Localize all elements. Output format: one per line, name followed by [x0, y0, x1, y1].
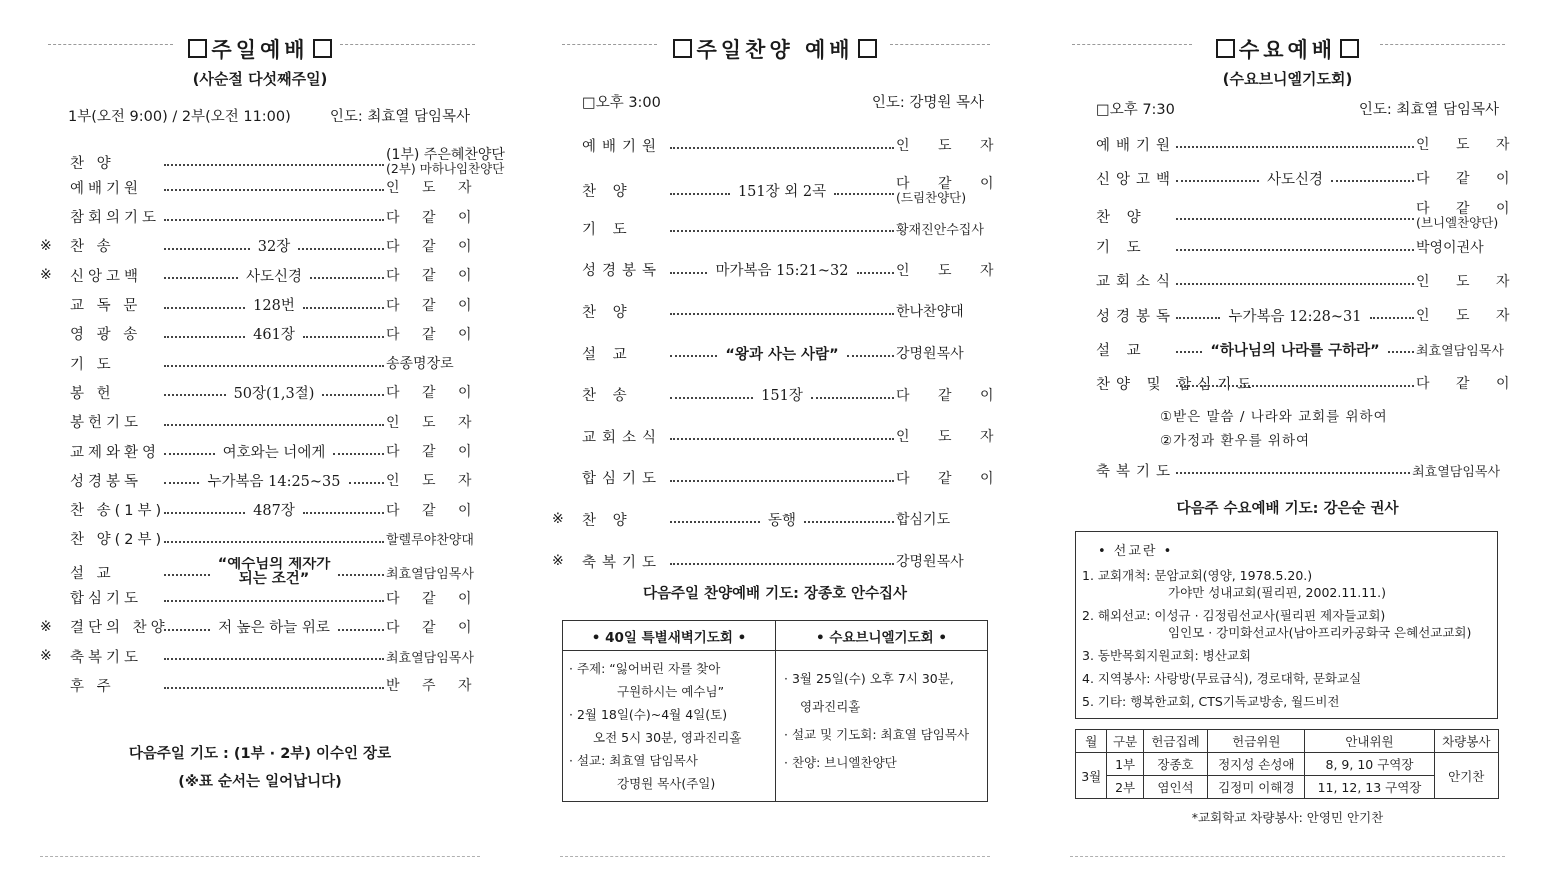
dot-leader — [1174, 304, 1416, 326]
order-content: 128번 — [253, 298, 295, 314]
order-row — [70, 411, 481, 433]
order-label: 기 도 — [1096, 240, 1147, 257]
wednesday-time: □오후 7:30 — [1096, 102, 1175, 118]
order-content: 동행 — [768, 512, 797, 529]
dot-leader — [668, 550, 896, 572]
detail-line: 오전 5시 30분, 영과진리홀 — [593, 730, 742, 745]
column-header: 차량봉사 — [1434, 730, 1498, 753]
detail-line: · 주제: “잃어버린 자를 찾아 — [569, 661, 721, 676]
order-row — [582, 467, 1006, 489]
order-content: 누가복음 12:28~31 — [1228, 308, 1362, 325]
sunday-service-column — [40, 0, 505, 890]
order-row — [70, 440, 481, 462]
mission-item-subtext: 가야만 성내교회(필리핀, 2002.11.11.) — [1168, 585, 1386, 600]
column-header: 헌금위원 — [1208, 730, 1305, 753]
order-content: 사도신경 — [1266, 171, 1324, 188]
order-row — [70, 352, 470, 374]
lead-cell: 염인석 — [1143, 776, 1207, 799]
order-content: 487장 — [253, 503, 295, 520]
order-person — [386, 147, 505, 176]
detail-line: · 3월 25일(수) 오후 7시 30분, — [784, 671, 954, 686]
dot-leader — [1174, 167, 1416, 189]
order-person: 한나찬양대 — [896, 304, 964, 321]
dot-leader — [162, 176, 386, 198]
mission-item — [1082, 607, 1497, 641]
dot-leader — [668, 425, 896, 447]
order-row — [582, 217, 986, 239]
order-person-line: (브니엘찬양단) — [1416, 215, 1499, 231]
order-person: 인 도 자 — [896, 429, 1006, 446]
stand-mark: ※ — [40, 267, 52, 284]
mission-item-text: 3. 동반목회지원교회: 병산교회 — [1082, 648, 1251, 663]
order-label: 찬 양 — [582, 184, 633, 201]
order-label: 봉헌기도 — [70, 415, 143, 432]
order-person: 인 도 자 — [1416, 273, 1521, 290]
order-label: 기 도 — [70, 356, 115, 373]
order-content: 50장(1,3절) — [233, 385, 315, 402]
dot-leader — [668, 342, 896, 364]
order-label: 찬 송 — [70, 239, 115, 256]
dot-leader — [668, 217, 896, 239]
detail-line: · 2월 18일(수)~4월 4일(토) — [569, 707, 728, 722]
order-row — [582, 175, 1006, 206]
order-person: 강명원목사 — [896, 554, 964, 570]
order-person: 다 같 이 — [1416, 171, 1521, 188]
order-person: 합심기도 — [896, 512, 951, 529]
order-label: 참회의기도 — [70, 210, 161, 227]
footer-divider — [1070, 856, 1505, 857]
stand-mark: ※ — [552, 511, 564, 528]
order-person: 인 도 자 — [1416, 308, 1521, 324]
column-header: 헌금집례 — [1143, 730, 1207, 753]
dot-leader — [162, 411, 386, 433]
members-cell: 정지성 손성애 — [1208, 753, 1305, 776]
table-row — [1076, 753, 1499, 776]
order-row — [70, 147, 505, 177]
order-person-line: 다 같 이 — [896, 175, 1006, 192]
stand-mark: ※ — [40, 237, 52, 254]
dot-leader — [1174, 236, 1416, 258]
detail-line: 강명원 목사(주일) — [617, 776, 716, 791]
order-row — [1096, 201, 1521, 231]
order-label: 성경봉독 — [582, 263, 663, 280]
order-person: 할렐루야찬양대 — [386, 533, 474, 549]
order-row — [40, 616, 481, 638]
column-header: 월 — [1076, 730, 1107, 753]
driver-cell: 안기찬 — [1434, 753, 1498, 799]
order-person: 인 도 자 — [896, 262, 1006, 279]
dot-leader — [162, 587, 386, 609]
mission-item — [1082, 693, 1497, 710]
order-row — [1096, 270, 1521, 292]
dot-leader — [162, 147, 386, 177]
dot-leader — [1174, 459, 1412, 481]
order-label: 결단의 찬양 — [70, 620, 169, 637]
order-person: 인 도 자 — [386, 473, 481, 490]
order-person-line: (1부) 주은혜찬양단 — [386, 147, 505, 163]
order-row — [582, 134, 1006, 156]
order-label: 신앙고백 — [70, 268, 143, 285]
month-cell: 3월 — [1076, 753, 1107, 799]
order-label: 찬 송(1부) — [70, 503, 166, 520]
order-label: 기 도 — [582, 221, 633, 238]
order-row — [1096, 167, 1521, 189]
order-row — [70, 499, 481, 521]
order-row — [1096, 338, 1504, 360]
dot-leader — [1174, 372, 1416, 394]
order-person: 인 도 자 — [386, 180, 481, 197]
mission-box — [1075, 531, 1498, 719]
dot-leader — [162, 616, 386, 638]
praise-time: □오후 3:00 — [582, 95, 661, 111]
detail-line: · 찬양: 브니엘찬양단 — [784, 755, 897, 770]
dot-leader — [668, 134, 896, 156]
mission-item — [1082, 567, 1497, 601]
order-row — [70, 206, 481, 228]
order-label: 찬 양(2부) — [70, 532, 166, 549]
box-icon — [673, 39, 692, 58]
wednesday-title-text: 수요예배 — [1238, 38, 1337, 62]
order-label: 봉 헌 — [70, 385, 115, 402]
dot-leader — [162, 469, 386, 491]
order-label: 찬 양 — [1096, 209, 1147, 226]
order-row — [70, 674, 481, 696]
order-content: 여호와는 너에게 — [222, 444, 326, 461]
dot-leader — [1174, 270, 1416, 292]
order-content — [212, 557, 337, 587]
school-driver-note: *교회학교 차량봉사: 안영민 안기찬 — [1191, 810, 1384, 825]
dot-leader — [1174, 201, 1416, 231]
order-row — [40, 645, 474, 667]
dot-leader — [1174, 133, 1416, 155]
order-row — [70, 381, 481, 403]
order-person: 다 같 이 — [386, 590, 481, 607]
order-person — [896, 175, 1006, 205]
order-row — [582, 342, 986, 364]
order-label: 성경봉독 — [70, 473, 143, 490]
order-row — [1096, 304, 1521, 326]
order-content: 누가복음 14:25~35 — [207, 473, 341, 490]
order-row — [70, 528, 474, 550]
order-label: 예배기원 — [582, 138, 663, 155]
praise-title-text: 주일찬양 예배 — [696, 38, 854, 62]
order-row — [1096, 372, 1521, 394]
dot-leader — [1174, 338, 1416, 360]
order-person: 다 같 이 — [386, 297, 481, 314]
order-row — [40, 264, 481, 286]
order-person: 인 도 자 — [386, 414, 481, 431]
table-header-row — [1076, 730, 1499, 753]
order-label: 예배기원 — [70, 180, 143, 197]
wednesday-prayer-details — [776, 651, 988, 802]
footer-divider — [560, 856, 990, 857]
order-person: 다 같 이 — [386, 502, 481, 519]
order-label: 축복기도 — [582, 554, 663, 571]
order-label: 축복기도 — [1096, 463, 1177, 480]
blessing-row — [1096, 459, 1500, 481]
dot-leader — [162, 264, 386, 286]
mission-item-text: 5. 기타: 행복한교회, CTS기독교방송, 월드비전 — [1082, 694, 1340, 709]
wednesday-service-column — [1070, 0, 1521, 890]
order-person: 강명원목사 — [896, 346, 964, 362]
guide-cell: 8, 9, 10 구역장 — [1305, 753, 1434, 776]
order-content-line: 되는 조건” — [238, 571, 310, 588]
order-label: 합심기도 — [582, 471, 663, 488]
dot-leader — [162, 352, 386, 374]
order-row — [70, 294, 481, 316]
dot-leader — [162, 645, 386, 667]
order-label: 신앙고백 — [1096, 171, 1177, 188]
detail-line: 구원하시는 예수님” — [617, 684, 725, 699]
order-content: “왕과 사는 사람” — [725, 346, 839, 363]
order-label: 교 독 문 — [70, 298, 142, 314]
order-row — [582, 300, 986, 322]
order-person: 다 같 이 — [386, 209, 481, 226]
order-label: 교회소식 — [582, 429, 663, 446]
dot-leader — [668, 467, 896, 489]
order-person: 최효열담임목사 — [386, 650, 474, 666]
mission-item-subtext: 임인모 · 강미화선교사(남아프리카공화국 은혜선교교회) — [1168, 625, 1472, 640]
wednesday-title — [1070, 34, 1505, 64]
dot-leader — [162, 294, 386, 316]
part-cell: 2부 — [1107, 776, 1143, 799]
order-person: 박영이권사 — [1416, 239, 1484, 256]
order-person: 다 같 이 — [386, 444, 481, 460]
guide-cell: 11, 12, 13 구역장 — [1305, 776, 1434, 799]
dot-leader — [162, 528, 386, 550]
wednesday-next-prayer: 다음주 수요예배 기도: 강은순 권사 — [1176, 501, 1399, 517]
dot-leader — [668, 176, 896, 206]
dot-leader — [162, 323, 386, 345]
dawn-prayer-heading: • 40일 특별새벽기도회 • — [563, 621, 776, 651]
stand-mark: ※ — [40, 648, 52, 665]
order-person: 최효열담임목사 — [1416, 343, 1504, 359]
dot-leader — [668, 259, 896, 281]
mission-item-text: 4. 지역봉사: 사랑방(무료급식), 경로대학, 문화교실 — [1082, 671, 1362, 686]
order-label: 교제와환영 — [70, 444, 161, 461]
column-header: 안내위원 — [1305, 730, 1434, 753]
stand-mark: ※ — [40, 618, 52, 635]
order-label: 합심기도 — [70, 591, 143, 607]
order-person: 인 도 자 — [1416, 137, 1521, 153]
order-person: 최효열담임목사 — [386, 566, 474, 582]
order-content: 저 높은 하늘 위로 — [218, 620, 330, 637]
order-content: 사도신경 — [245, 268, 303, 285]
order-row — [582, 384, 1006, 406]
order-row — [70, 323, 481, 345]
order-person: 다 같 이 — [386, 619, 481, 636]
order-row — [582, 259, 1006, 281]
order-row — [70, 587, 481, 609]
members-cell: 김정미 이해경 — [1208, 776, 1305, 799]
mission-item-text: 1. 교회개척: 문암교회(영양, 1978.5.20.) — [1082, 568, 1313, 583]
sunday-title-text: 주일예배 — [211, 38, 309, 62]
order-label: 축복기도 — [70, 649, 143, 666]
box-icon — [858, 39, 877, 58]
order-label: 설 교 — [1096, 342, 1147, 359]
order-content: 마가복음 15:21~32 — [715, 263, 849, 280]
prayer-topic-2: ②가정과 환우를 위하여 — [1160, 433, 1311, 449]
box-icon — [313, 39, 332, 58]
order-row — [552, 550, 986, 572]
order-content: 151장 — [761, 388, 803, 405]
order-label: 찬 양 — [70, 155, 115, 172]
dot-leader — [162, 235, 386, 257]
order-person-line: (2부) 마하나임찬양단 — [386, 161, 505, 176]
order-person: 최효열담임목사 — [1412, 464, 1500, 480]
order-content: 151장 외 2곡 — [737, 184, 827, 201]
order-content-line: “예수님의 제자가 — [217, 557, 331, 573]
order-label: 찬양 및 합심기도 — [1096, 376, 1258, 393]
order-row — [70, 469, 481, 491]
order-person: 다 같 이 — [386, 268, 481, 285]
dot-leader — [162, 557, 386, 587]
order-row — [582, 425, 1006, 447]
detail-line: 영과진리홀 — [800, 699, 861, 714]
order-label: 설 교 — [70, 565, 115, 582]
order-content: 32장 — [257, 239, 291, 256]
order-label: 찬 송 — [582, 388, 633, 405]
sunday-subtitle: (사순절 다섯째주일) — [192, 70, 328, 88]
order-label: 설 교 — [582, 346, 633, 363]
order-person: 인 도 자 — [896, 138, 1006, 154]
detail-line: · 설교 및 기도회: 최효열 담임목사 — [784, 727, 970, 742]
announcement-box — [562, 620, 988, 802]
order-label: 찬 양 — [582, 512, 633, 529]
dot-leader — [668, 508, 896, 530]
praise-leader: 인도: 강명원 목사 — [871, 95, 984, 111]
order-content: 461장 — [253, 327, 295, 344]
box-icon — [1340, 39, 1359, 58]
dot-leader — [668, 300, 896, 322]
order-label: 영 광 송 — [70, 327, 142, 344]
order-person: 다 같 이 — [1416, 376, 1521, 393]
wednesday-leader: 인도: 최효열 담임목사 — [1358, 102, 1499, 118]
box-icon — [188, 39, 207, 58]
order-row — [70, 557, 474, 588]
dot-leader — [162, 499, 386, 521]
sunday-next-prayer: 다음주일 기도 : (1부 · 2부) 이수인 장로 — [128, 746, 392, 762]
sunday-leader: 인도: 최효열 담임목사 — [329, 109, 470, 125]
order-label: 예배기원 — [1096, 137, 1177, 154]
stand-mark: ※ — [552, 553, 564, 569]
order-person: 다 같 이 — [896, 470, 1006, 487]
wednesday-prayer-heading: • 수요브니엘기도회 • — [776, 621, 988, 651]
order-person — [1416, 201, 1521, 231]
praise-service-column — [552, 0, 1006, 890]
order-person: 황재진안수집사 — [896, 222, 984, 238]
dot-leader — [162, 440, 386, 462]
order-person: 송종명장로 — [386, 356, 454, 373]
dot-leader — [162, 381, 386, 403]
order-row — [70, 176, 481, 198]
dawn-prayer-details — [563, 651, 776, 802]
order-person: 다 같 이 — [896, 387, 1006, 404]
mission-item — [1082, 670, 1497, 687]
order-person: 다 같 이 — [386, 385, 481, 402]
order-person: 다 같 이 — [386, 326, 481, 343]
offering-staff-table — [1075, 729, 1499, 799]
dot-leader — [668, 384, 896, 406]
order-row — [40, 235, 481, 257]
order-label: 찬 양 — [582, 304, 633, 321]
order-person: 다 같 이 — [386, 238, 481, 255]
box-icon — [1216, 39, 1235, 58]
order-label: 후 주 — [70, 678, 115, 695]
column-header: 구분 — [1107, 730, 1143, 753]
prayer-topic-1: ①받은 말씀 / 나라와 교회를 위하여 — [1160, 409, 1388, 425]
detail-line: · 설교: 최효열 담임목사 — [569, 753, 698, 768]
part-cell: 1부 — [1107, 753, 1143, 776]
lead-cell: 장종호 — [1143, 753, 1207, 776]
order-person-line: 다 같 이 — [1416, 201, 1521, 218]
dot-leader — [162, 674, 386, 696]
dot-leader — [162, 206, 386, 228]
order-person: 반 주 자 — [386, 678, 481, 695]
order-person-line: (드림찬양단) — [896, 189, 967, 205]
stand-note: (※표 순서는 일어납니다) — [178, 774, 342, 790]
mission-item — [1082, 647, 1497, 664]
order-content: “하나님의 나라를 구하라” — [1210, 342, 1380, 359]
mission-item-text: 2. 해외선교: 이성규 · 김정림선교사(필리핀 제자들교회) — [1082, 608, 1386, 623]
praise-title — [560, 34, 990, 64]
sunday-title — [40, 34, 480, 64]
order-row — [1096, 133, 1521, 155]
order-label: 성경봉독 — [1096, 308, 1177, 325]
footer-divider — [40, 856, 480, 857]
praise-next-prayer: 다음주일 찬양예배 기도: 장종호 안수집사 — [642, 586, 908, 602]
mission-list — [1076, 567, 1497, 710]
sunday-time: 1부(오전 9:00) / 2부(오전 11:00) — [68, 109, 291, 125]
order-row — [552, 508, 986, 530]
order-label: 교회소식 — [1096, 274, 1177, 291]
order-row — [1096, 236, 1500, 258]
mission-heading: • 선교란 • — [1098, 544, 1174, 559]
wednesday-subtitle: (수요브니엘기도회) — [1222, 70, 1353, 88]
